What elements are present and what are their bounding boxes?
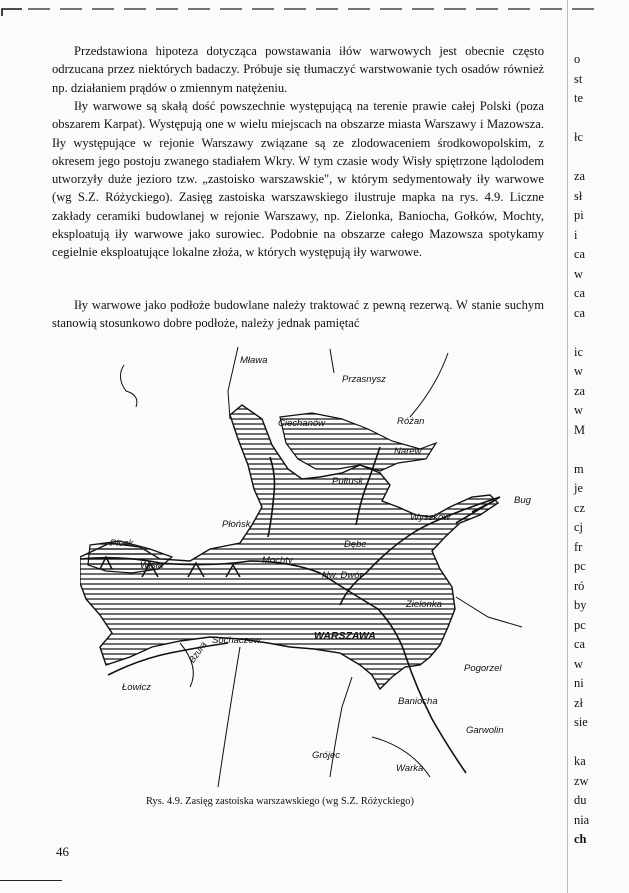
label-pultusk: Pułtusk — [332, 476, 364, 487]
adjacent-page-fragment: o — [574, 52, 581, 66]
adjacent-page-fragment: m — [574, 461, 584, 476]
adjacent-page-fragment: ca — [574, 305, 585, 320]
label-warka: Warka — [396, 763, 424, 774]
adjacent-page-fragment: ca — [574, 247, 585, 261]
adjacent-page-fragment: ic — [574, 344, 583, 359]
adjacent-page-fragment: łc — [574, 130, 583, 144]
label-wyszkow: Wyszków — [410, 512, 451, 523]
adjacent-page-fragment: sł — [574, 188, 583, 203]
adjacent-page-fragment: za — [574, 383, 585, 398]
label-plonsk: Płońsk — [222, 519, 251, 530]
label-rozan: Różan — [397, 416, 425, 427]
adjacent-page-fragment: ca — [574, 286, 585, 300]
label-bzura: Bzura — [186, 639, 209, 665]
adjacent-page-fragment: cz — [574, 500, 585, 515]
label-baniocha: Baniocha — [398, 696, 438, 707]
paragraph-2: Iły warwowe są skałą dość powszechnie występującą na terenie prawie całej Polski (poza obszarem Karpat). Występują one w wielu miejscach na obszarze miasta Warszawy i Mazowsza. Iły występujące w rejonie Warszawy związane są ze zlodowaceniem środkowopolskim, z okresem jego postoju zwanego stadiałem Wkry. W tym czasie wody Wisły spiętrzone lądolodem utworzyły duże jezioro tzw. „zastoisko warszawskie", w którym sedymentowały iły warwowe (wg S.Z. Różyckiego). Zasięg zastoiska warszawskiego ilustruje mapka na rys. 4.9. Liczne zakłady ceramiki budowlanej w rejonie Warszawy, np. Zielonka, Baniocha, Gołków, Mochty, eksploatują iły warwowe jako surowiec. Podobnie na obszarze całego Mazowsza spotykamy cegielnie eksploatujące lokalne złoża, w których występują iły warwowe. — [52, 99, 544, 260]
label-mochty: Mochty — [262, 555, 293, 566]
page-number: 46 — [56, 844, 69, 859]
label-wisla: Wisła — [140, 560, 164, 571]
adjacent-page-fragment: pi — [574, 208, 584, 222]
adjacent-page-fragment: pc — [574, 617, 586, 632]
adjacent-page-fragment: za — [574, 169, 585, 183]
label-narew: Narew — [394, 446, 422, 457]
paragraph-1: Przedstawiona hipoteza dotycząca powstawania iłów warwowych jest obecnie często odrzucana przez niektórych badaczy. Próbuje się tłumaczyć warstwowanie tych osadów również np. działaniem prądów o zmiennym natężeniu. — [52, 44, 544, 95]
adjacent-page-fragment: pc — [574, 559, 586, 573]
label-sochaczew: Sochaczew — [212, 635, 261, 646]
label-pogorzel: Pogorzel — [464, 663, 502, 674]
adjacent-page-fragment: ch — [574, 832, 587, 846]
adjacent-page-edge — [561, 0, 629, 893]
page-gutter — [567, 0, 568, 893]
label-przasnysz: Przasnysz — [342, 374, 386, 385]
adjacent-page-fragment: cj — [574, 520, 583, 534]
adjacent-page-fragment: M — [574, 422, 586, 437]
adjacent-page-fragment: fr — [574, 539, 583, 554]
label-grojec: Grójec — [312, 750, 340, 761]
adjacent-page-fragment: w — [574, 266, 583, 281]
adjacent-page-fragment: du — [574, 793, 587, 807]
label-plock: Płock — [110, 538, 134, 549]
bottom-rule — [0, 880, 62, 881]
label-zielonka: Zielonka — [406, 599, 442, 610]
adjacent-page-fragment: ni — [574, 676, 584, 690]
adjacent-page-fragment: st — [574, 71, 583, 86]
adjacent-page-fragment: w — [574, 403, 583, 417]
adjacent-page-fragment: w — [574, 364, 583, 378]
label-mlawa: Mława — [240, 355, 268, 366]
label-debe: Dębe — [344, 539, 367, 550]
adjacent-page-fragment: sie — [574, 715, 588, 729]
adjacent-page-fragment: te — [574, 91, 583, 105]
label-lowicz: Łowicz — [122, 682, 152, 693]
adjacent-page-fragment: nia — [574, 812, 590, 827]
adjacent-page-fragment: ka — [574, 754, 586, 768]
top-dashed-rule — [0, 6, 629, 18]
figure-caption: Rys. 4.9. Zasięg zastoiska warszawskiego (wg S.Z. Różyckiego) — [146, 796, 414, 807]
adjacent-page-fragment: w — [574, 656, 583, 671]
label-garwolin: Garwolin — [466, 725, 504, 736]
paragraph-3: Iły warwowe jako podłoże budowlane należy traktować z pewną rezerwą. W stanie suchym stanowią stosunkowo dobre podłoże, należy jednak pamiętać — [52, 298, 544, 331]
adjacent-page-fragment: i — [574, 227, 578, 242]
adjacent-page-fragment: zł — [574, 695, 583, 710]
adjacent-page-fragment: zw — [574, 773, 589, 788]
warsaw-lake-map — [80, 347, 540, 799]
label-bug: Bug — [514, 495, 531, 506]
label-ciechanow: Ciechanów — [278, 418, 325, 429]
label-warszawa: WARSZAWA — [314, 630, 376, 642]
label-nw-dwor: Nw. Dwór — [322, 570, 363, 581]
adjacent-page-fragment: je — [574, 481, 583, 495]
adjacent-page-fragment: ró — [574, 578, 585, 593]
adjacent-page-fragment: by — [574, 598, 587, 612]
adjacent-page-fragment: ca — [574, 637, 585, 651]
